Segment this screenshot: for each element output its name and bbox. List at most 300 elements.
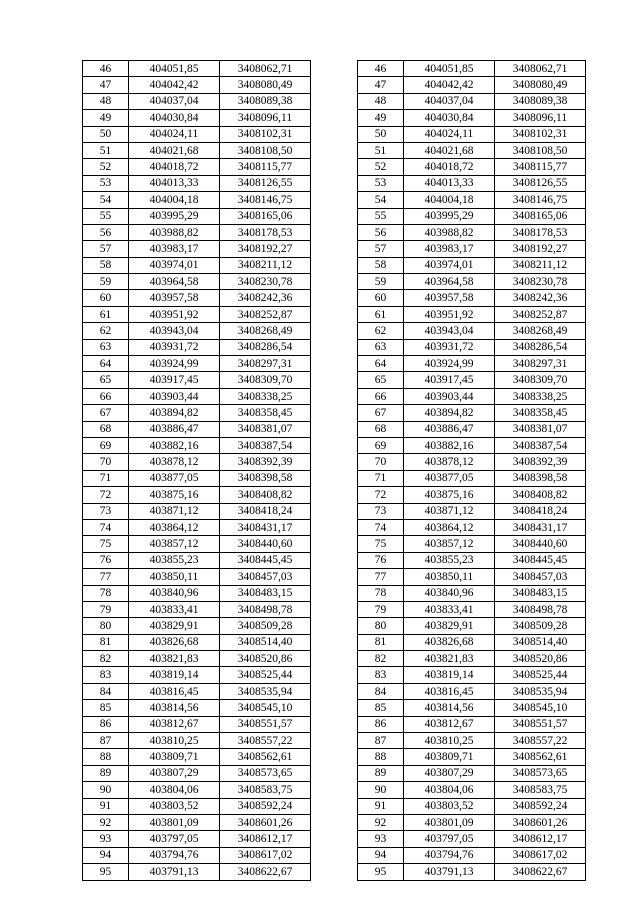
y-coordinate-cell: 3408498,78 [495, 601, 586, 617]
x-coordinate-cell: 403821,83 [129, 651, 220, 667]
y-coordinate-cell: 3408252,87 [220, 306, 311, 322]
y-coordinate-cell: 3408557,22 [220, 733, 311, 749]
table-row [358, 421, 586, 437]
point-number-cell: 80 [358, 618, 404, 634]
point-number-cell: 50 [83, 126, 129, 142]
point-number-cell: 83 [358, 667, 404, 683]
table-row [83, 831, 311, 847]
point-number-cell: 55 [358, 208, 404, 224]
y-coordinate-cell: 3408252,87 [495, 306, 586, 322]
table-row [358, 749, 586, 765]
table-row [358, 241, 586, 257]
table-row [83, 601, 311, 617]
x-coordinate-cell: 403917,45 [404, 372, 495, 388]
y-coordinate-cell: 3408535,94 [495, 683, 586, 699]
point-number-cell: 58 [83, 257, 129, 273]
point-number-cell: 48 [358, 93, 404, 109]
table-row [83, 765, 311, 781]
table-row [83, 257, 311, 273]
point-number-cell: 81 [358, 634, 404, 650]
x-coordinate-cell: 403810,25 [129, 733, 220, 749]
point-number-cell: 86 [358, 716, 404, 732]
point-number-cell: 57 [83, 241, 129, 257]
x-coordinate-cell: 403871,12 [129, 503, 220, 519]
point-number-cell: 74 [358, 519, 404, 535]
table-row [358, 323, 586, 339]
y-coordinate-cell: 3408165,06 [495, 208, 586, 224]
y-coordinate-cell: 3408102,31 [495, 126, 586, 142]
table-row [83, 93, 311, 109]
y-coordinate-cell: 3408178,53 [495, 224, 586, 240]
x-coordinate-cell: 403931,72 [404, 339, 495, 355]
point-number-cell: 72 [358, 487, 404, 503]
point-number-cell: 53 [358, 175, 404, 191]
y-coordinate-cell: 3408535,94 [220, 683, 311, 699]
x-coordinate-cell: 403903,44 [129, 388, 220, 404]
y-coordinate-cell: 3408080,49 [220, 77, 311, 93]
point-number-cell: 89 [83, 765, 129, 781]
point-number-cell: 80 [83, 618, 129, 634]
table-row [358, 814, 586, 830]
x-coordinate-cell: 403816,45 [404, 683, 495, 699]
point-number-cell: 58 [358, 257, 404, 273]
table-row [83, 175, 311, 191]
y-coordinate-cell: 3408398,58 [220, 470, 311, 486]
x-coordinate-cell: 403988,82 [129, 224, 220, 240]
x-coordinate-cell: 403864,12 [404, 519, 495, 535]
y-coordinate-cell: 3408573,65 [220, 765, 311, 781]
y-coordinate-cell: 3408192,27 [220, 241, 311, 257]
x-coordinate-cell: 403871,12 [404, 503, 495, 519]
x-coordinate-cell: 403812,67 [404, 716, 495, 732]
point-number-cell: 93 [83, 831, 129, 847]
point-number-cell: 67 [358, 405, 404, 421]
table-row [358, 733, 586, 749]
x-coordinate-cell: 403816,45 [129, 683, 220, 699]
x-coordinate-cell: 403807,29 [129, 765, 220, 781]
y-coordinate-cell: 3408297,31 [495, 356, 586, 372]
x-coordinate-cell: 403791,13 [129, 864, 220, 880]
table-row [358, 405, 586, 421]
x-coordinate-cell: 403974,01 [129, 257, 220, 273]
table-row [83, 618, 311, 634]
point-number-cell: 85 [358, 700, 404, 716]
point-number-cell: 82 [83, 651, 129, 667]
table-row [358, 175, 586, 191]
point-number-cell: 70 [83, 454, 129, 470]
table-row [358, 782, 586, 798]
point-number-cell: 54 [358, 192, 404, 208]
point-number-cell: 66 [83, 388, 129, 404]
table-row [83, 716, 311, 732]
x-coordinate-cell: 403804,06 [404, 782, 495, 798]
table-row [83, 306, 311, 322]
table-row [358, 618, 586, 634]
table-row [83, 405, 311, 421]
x-coordinate-cell: 403809,71 [404, 749, 495, 765]
table-row [358, 93, 586, 109]
x-coordinate-cell: 403826,68 [129, 634, 220, 650]
table-row [83, 503, 311, 519]
y-coordinate-cell: 3408520,86 [495, 651, 586, 667]
table-row [83, 487, 311, 503]
x-coordinate-cell: 403886,47 [129, 421, 220, 437]
table-row [358, 274, 586, 290]
x-coordinate-cell: 403791,13 [404, 864, 495, 880]
y-coordinate-cell: 3408286,54 [220, 339, 311, 355]
point-number-cell: 57 [358, 241, 404, 257]
point-number-cell: 79 [83, 601, 129, 617]
table-row [83, 224, 311, 240]
point-number-cell: 54 [83, 192, 129, 208]
y-coordinate-cell: 3408583,75 [220, 782, 311, 798]
point-number-cell: 66 [358, 388, 404, 404]
point-number-cell: 94 [358, 847, 404, 863]
x-coordinate-cell: 403943,04 [404, 323, 495, 339]
point-number-cell: 87 [83, 733, 129, 749]
point-number-cell: 76 [358, 552, 404, 568]
table-row [83, 798, 311, 814]
y-coordinate-cell: 3408096,11 [220, 110, 311, 126]
table-row [358, 356, 586, 372]
x-coordinate-cell: 404018,72 [129, 159, 220, 175]
point-number-cell: 56 [83, 224, 129, 240]
point-number-cell: 46 [358, 61, 404, 77]
x-coordinate-cell: 403943,04 [129, 323, 220, 339]
point-number-cell: 65 [83, 372, 129, 388]
y-coordinate-cell: 3408431,17 [220, 519, 311, 535]
point-number-cell: 56 [358, 224, 404, 240]
point-number-cell: 48 [83, 93, 129, 109]
y-coordinate-cell: 3408545,10 [495, 700, 586, 716]
x-coordinate-cell: 404042,42 [404, 77, 495, 93]
y-coordinate-cell: 3408338,25 [220, 388, 311, 404]
table-row [83, 552, 311, 568]
x-coordinate-cell: 403850,11 [404, 569, 495, 585]
x-coordinate-cell: 403931,72 [129, 339, 220, 355]
point-number-cell: 63 [358, 339, 404, 355]
table-row [358, 667, 586, 683]
point-number-cell: 75 [83, 536, 129, 552]
x-coordinate-cell: 403886,47 [404, 421, 495, 437]
coordinates-table-left [82, 60, 311, 881]
point-number-cell: 92 [358, 814, 404, 830]
y-coordinate-cell: 3408126,55 [220, 175, 311, 191]
point-number-cell: 60 [358, 290, 404, 306]
x-coordinate-cell: 403878,12 [404, 454, 495, 470]
x-coordinate-cell: 403917,45 [129, 372, 220, 388]
table-row [83, 126, 311, 142]
x-coordinate-cell: 403957,58 [404, 290, 495, 306]
table-row [83, 700, 311, 716]
x-coordinate-cell: 403833,41 [129, 601, 220, 617]
point-number-cell: 53 [83, 175, 129, 191]
table-row [83, 323, 311, 339]
point-number-cell: 46 [83, 61, 129, 77]
point-number-cell: 79 [358, 601, 404, 617]
y-coordinate-cell: 3408387,54 [495, 437, 586, 453]
table-row [358, 454, 586, 470]
x-coordinate-cell: 404013,33 [129, 175, 220, 191]
y-coordinate-cell: 3408398,58 [495, 470, 586, 486]
x-coordinate-cell: 403794,76 [129, 847, 220, 863]
x-coordinate-cell: 403924,99 [129, 356, 220, 372]
y-coordinate-cell: 3408178,53 [220, 224, 311, 240]
y-coordinate-cell: 3408242,36 [220, 290, 311, 306]
x-coordinate-cell: 403821,83 [404, 651, 495, 667]
point-number-cell: 78 [358, 585, 404, 601]
x-coordinate-cell: 403803,52 [129, 798, 220, 814]
table-row [358, 290, 586, 306]
x-coordinate-cell: 403877,05 [404, 470, 495, 486]
x-coordinate-cell: 403857,12 [404, 536, 495, 552]
point-number-cell: 71 [358, 470, 404, 486]
point-number-cell: 84 [83, 683, 129, 699]
point-number-cell: 84 [358, 683, 404, 699]
x-coordinate-cell: 404030,84 [129, 110, 220, 126]
y-coordinate-cell: 3408089,38 [220, 93, 311, 109]
table-row [358, 388, 586, 404]
y-coordinate-cell: 3408457,03 [220, 569, 311, 585]
table-row [358, 61, 586, 77]
x-coordinate-cell: 403995,29 [404, 208, 495, 224]
y-coordinate-cell: 3408146,75 [495, 192, 586, 208]
y-coordinate-cell: 3408211,12 [495, 257, 586, 273]
x-coordinate-cell: 403801,09 [129, 814, 220, 830]
x-coordinate-cell: 403833,41 [404, 601, 495, 617]
table-row [83, 667, 311, 683]
y-coordinate-cell: 3408096,11 [495, 110, 586, 126]
x-coordinate-cell: 404037,04 [129, 93, 220, 109]
coordinates-table-right [357, 60, 586, 881]
point-number-cell: 51 [83, 142, 129, 158]
x-coordinate-cell: 403804,06 [129, 782, 220, 798]
point-number-cell: 61 [358, 306, 404, 322]
table-row [358, 503, 586, 519]
y-coordinate-cell: 3408545,10 [220, 700, 311, 716]
y-coordinate-cell: 3408192,27 [495, 241, 586, 257]
x-coordinate-cell: 404051,85 [129, 61, 220, 77]
x-coordinate-cell: 403814,56 [404, 700, 495, 716]
point-number-cell: 75 [358, 536, 404, 552]
table-row [83, 290, 311, 306]
point-number-cell: 94 [83, 847, 129, 863]
table-row [83, 749, 311, 765]
x-coordinate-cell: 404030,84 [404, 110, 495, 126]
table-row [83, 356, 311, 372]
x-coordinate-cell: 404013,33 [404, 175, 495, 191]
point-number-cell: 95 [358, 864, 404, 880]
x-coordinate-cell: 404018,72 [404, 159, 495, 175]
y-coordinate-cell: 3408108,50 [495, 142, 586, 158]
x-coordinate-cell: 403829,91 [129, 618, 220, 634]
point-number-cell: 82 [358, 651, 404, 667]
table-row [358, 552, 586, 568]
point-number-cell: 85 [83, 700, 129, 716]
table-row [358, 77, 586, 93]
table-row [83, 470, 311, 486]
y-coordinate-cell: 3408418,24 [220, 503, 311, 519]
y-coordinate-cell: 3408338,25 [495, 388, 586, 404]
table-row [358, 339, 586, 355]
y-coordinate-cell: 3408509,28 [495, 618, 586, 634]
table-row [358, 437, 586, 453]
table-row [358, 634, 586, 650]
point-number-cell: 77 [358, 569, 404, 585]
point-number-cell: 83 [83, 667, 129, 683]
table-row [83, 864, 311, 880]
table-row [358, 519, 586, 535]
y-coordinate-cell: 3408418,24 [495, 503, 586, 519]
point-number-cell: 61 [83, 306, 129, 322]
y-coordinate-cell: 3408431,17 [495, 519, 586, 535]
table-row [83, 814, 311, 830]
y-coordinate-cell: 3408297,31 [220, 356, 311, 372]
table-row [83, 847, 311, 863]
point-number-cell: 59 [358, 274, 404, 290]
y-coordinate-cell: 3408408,82 [495, 487, 586, 503]
x-coordinate-cell: 403819,14 [404, 667, 495, 683]
y-coordinate-cell: 3408387,54 [220, 437, 311, 453]
point-number-cell: 93 [358, 831, 404, 847]
y-coordinate-cell: 3408392,39 [220, 454, 311, 470]
point-number-cell: 87 [358, 733, 404, 749]
point-number-cell: 68 [83, 421, 129, 437]
point-number-cell: 72 [83, 487, 129, 503]
y-coordinate-cell: 3408557,22 [495, 733, 586, 749]
table-row [358, 470, 586, 486]
table-row [358, 159, 586, 175]
y-coordinate-cell: 3408498,78 [220, 601, 311, 617]
y-coordinate-cell: 3408573,65 [495, 765, 586, 781]
y-coordinate-cell: 3408592,24 [495, 798, 586, 814]
table-row [358, 257, 586, 273]
table-row [83, 110, 311, 126]
point-number-cell: 65 [358, 372, 404, 388]
y-coordinate-cell: 3408622,67 [495, 864, 586, 880]
point-number-cell: 77 [83, 569, 129, 585]
y-coordinate-cell: 3408551,57 [495, 716, 586, 732]
x-coordinate-cell: 403957,58 [129, 290, 220, 306]
y-coordinate-cell: 3408562,61 [220, 749, 311, 765]
x-coordinate-cell: 403951,92 [129, 306, 220, 322]
y-coordinate-cell: 3408617,02 [220, 847, 311, 863]
point-number-cell: 73 [358, 503, 404, 519]
x-coordinate-cell: 403803,52 [404, 798, 495, 814]
point-number-cell: 95 [83, 864, 129, 880]
x-coordinate-cell: 403875,16 [129, 487, 220, 503]
x-coordinate-cell: 404037,04 [404, 93, 495, 109]
x-coordinate-cell: 403797,05 [404, 831, 495, 847]
point-number-cell: 50 [358, 126, 404, 142]
table-row [358, 798, 586, 814]
point-number-cell: 59 [83, 274, 129, 290]
x-coordinate-cell: 403964,58 [404, 274, 495, 290]
x-coordinate-cell: 404004,18 [129, 192, 220, 208]
point-number-cell: 69 [358, 437, 404, 453]
x-coordinate-cell: 403857,12 [129, 536, 220, 552]
point-number-cell: 81 [83, 634, 129, 650]
table-row [358, 224, 586, 240]
x-coordinate-cell: 403801,09 [404, 814, 495, 830]
y-coordinate-cell: 3408309,70 [495, 372, 586, 388]
x-coordinate-cell: 403855,23 [404, 552, 495, 568]
x-coordinate-cell: 403864,12 [129, 519, 220, 535]
x-coordinate-cell: 404004,18 [404, 192, 495, 208]
point-number-cell: 73 [83, 503, 129, 519]
table-row [358, 536, 586, 552]
table-row [358, 208, 586, 224]
y-coordinate-cell: 3408115,77 [495, 159, 586, 175]
point-number-cell: 71 [83, 470, 129, 486]
x-coordinate-cell: 403812,67 [129, 716, 220, 732]
point-number-cell: 52 [83, 159, 129, 175]
coordinates-table-body [83, 61, 311, 881]
x-coordinate-cell: 403850,11 [129, 569, 220, 585]
y-coordinate-cell: 3408108,50 [220, 142, 311, 158]
table-row [358, 192, 586, 208]
y-coordinate-cell: 3408062,71 [495, 61, 586, 77]
point-number-cell: 62 [83, 323, 129, 339]
table-row [83, 437, 311, 453]
table-row [358, 864, 586, 880]
table-row [358, 142, 586, 158]
table-row [358, 831, 586, 847]
y-coordinate-cell: 3408514,40 [495, 634, 586, 650]
point-number-cell: 49 [83, 110, 129, 126]
y-coordinate-cell: 3408592,24 [220, 798, 311, 814]
x-coordinate-cell: 404024,11 [404, 126, 495, 142]
x-coordinate-cell: 403840,96 [404, 585, 495, 601]
point-number-cell: 88 [83, 749, 129, 765]
table-row [358, 601, 586, 617]
y-coordinate-cell: 3408509,28 [220, 618, 311, 634]
point-number-cell: 63 [83, 339, 129, 355]
x-coordinate-cell: 404021,68 [129, 142, 220, 158]
y-coordinate-cell: 3408165,06 [220, 208, 311, 224]
table-row [83, 274, 311, 290]
x-coordinate-cell: 403894,82 [404, 405, 495, 421]
x-coordinate-cell: 403983,17 [129, 241, 220, 257]
point-number-cell: 91 [358, 798, 404, 814]
y-coordinate-cell: 3408612,17 [220, 831, 311, 847]
table-row [83, 782, 311, 798]
y-coordinate-cell: 3408392,39 [495, 454, 586, 470]
table-row [358, 700, 586, 716]
x-coordinate-cell: 403877,05 [129, 470, 220, 486]
y-coordinate-cell: 3408381,07 [495, 421, 586, 437]
table-row [83, 372, 311, 388]
table-row [83, 339, 311, 355]
table-row [83, 634, 311, 650]
y-coordinate-cell: 3408612,17 [495, 831, 586, 847]
x-coordinate-cell: 403814,56 [129, 700, 220, 716]
x-coordinate-cell: 404042,42 [129, 77, 220, 93]
y-coordinate-cell: 3408483,15 [495, 585, 586, 601]
table-row [83, 733, 311, 749]
table-row [83, 421, 311, 437]
table-row [358, 683, 586, 699]
y-coordinate-cell: 3408601,26 [220, 814, 311, 830]
point-number-cell: 70 [358, 454, 404, 470]
x-coordinate-cell: 403882,16 [129, 437, 220, 453]
table-row [358, 372, 586, 388]
y-coordinate-cell: 3408617,02 [495, 847, 586, 863]
y-coordinate-cell: 3408525,44 [495, 667, 586, 683]
y-coordinate-cell: 3408483,15 [220, 585, 311, 601]
point-number-cell: 78 [83, 585, 129, 601]
point-number-cell: 64 [358, 356, 404, 372]
